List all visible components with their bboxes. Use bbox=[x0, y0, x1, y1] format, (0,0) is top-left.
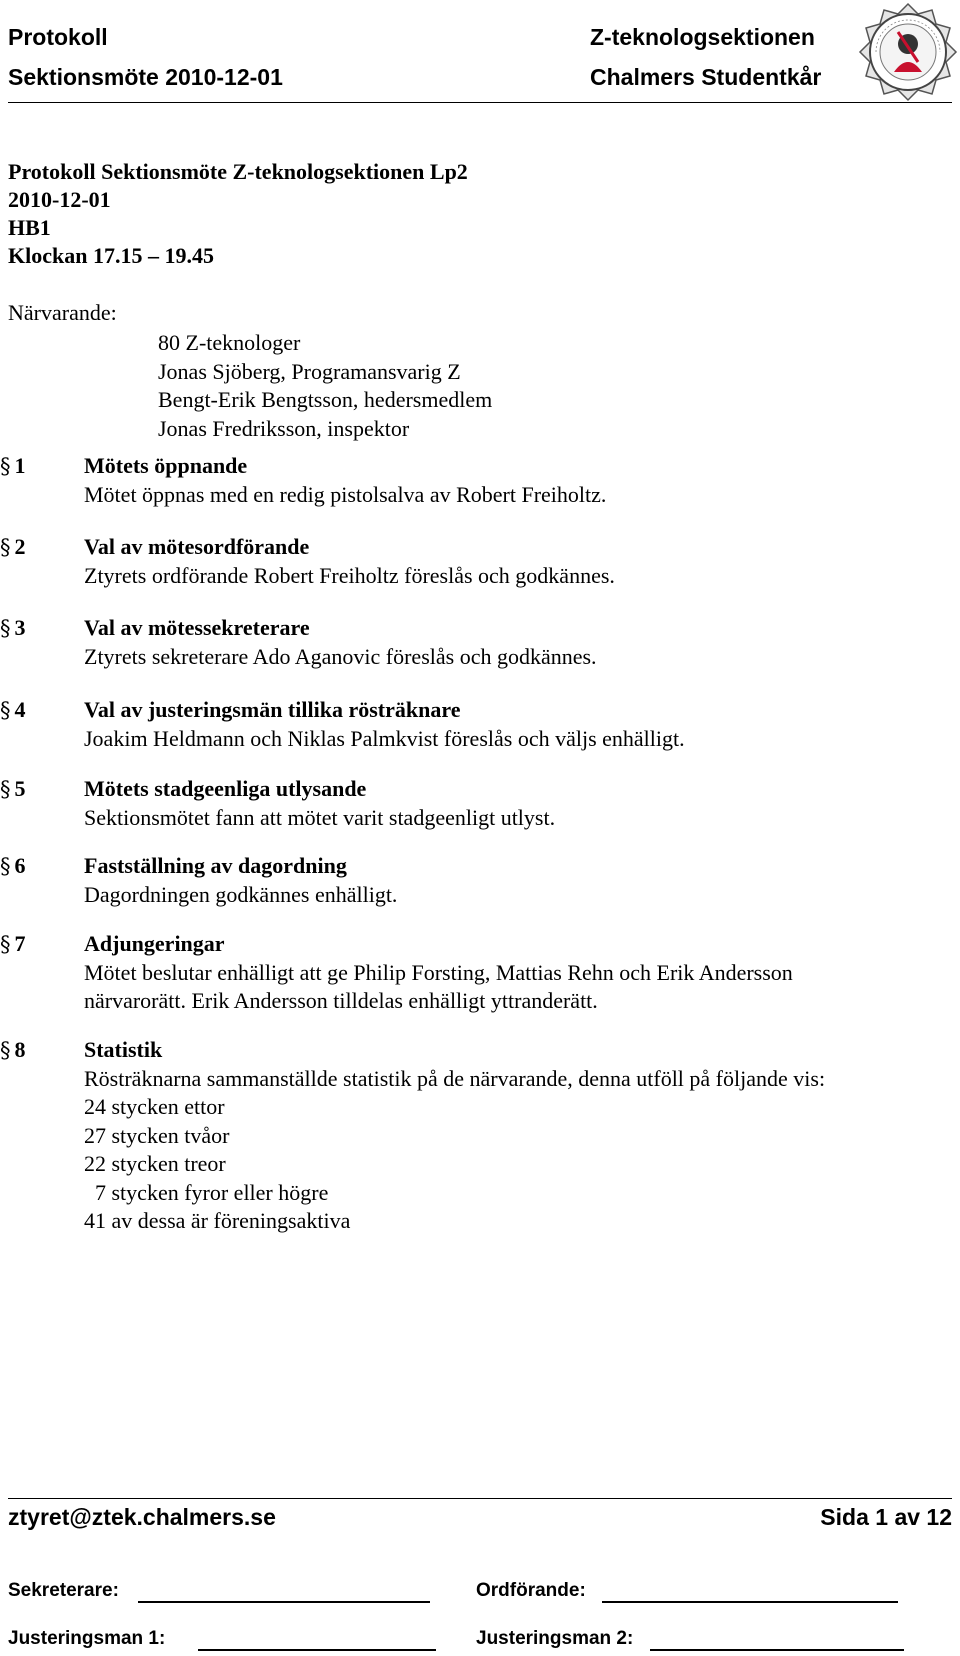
section-heading: Fastställning av dagordning bbox=[84, 853, 347, 878]
paragraph-sign-icon: § bbox=[0, 1038, 11, 1062]
section-text: närvarorätt. Erik Andersson tilldelas enhälligt yttranderätt. bbox=[84, 988, 598, 1013]
footer-page-number: Sida 1 av 12 bbox=[820, 1504, 952, 1530]
document-title-block bbox=[8, 158, 468, 270]
present-list bbox=[158, 329, 492, 443]
paragraph-sign-icon: § bbox=[0, 535, 11, 559]
present-item: 80 Z-teknologer bbox=[158, 330, 301, 355]
footer-email: ztyret@ztek.chalmers.se bbox=[8, 1504, 276, 1530]
statistic-line: 41 av dessa är föreningsaktiva bbox=[84, 1208, 351, 1233]
section-heading: Adjungeringar bbox=[84, 931, 225, 956]
header-divider bbox=[8, 102, 952, 103]
section-body bbox=[84, 481, 944, 510]
paragraph-sign-icon: § bbox=[0, 698, 11, 722]
section-text: Rösträknarna sammanställde statistik på de närvarande, denna utföll på följande vis: bbox=[84, 1065, 826, 1091]
section-number: § 4 bbox=[0, 697, 26, 722]
header-meeting-date: Sektionsmöte 2010-12-01 bbox=[8, 64, 283, 90]
paragraph-sign-icon: § bbox=[0, 854, 11, 878]
present-item: Bengt-Erik Bengtsson, hedersmedlem bbox=[158, 387, 493, 412]
justeringsman1-signature-line bbox=[198, 1649, 436, 1651]
document-location: HB1 bbox=[8, 215, 51, 240]
section-body bbox=[84, 959, 944, 1016]
justeringsman2-signature-line bbox=[650, 1649, 904, 1651]
present-label: Närvarande: bbox=[8, 300, 117, 325]
document-date: 2010-12-01 bbox=[8, 187, 111, 212]
paragraph-sign-icon: § bbox=[0, 616, 11, 640]
section-heading: Val av mötesordförande bbox=[84, 534, 310, 559]
section-heading: Val av justeringsmän tillika rösträknare bbox=[84, 697, 461, 722]
sekreterare-label: Sekreterare: bbox=[8, 1580, 119, 1601]
ordforande-signature-line bbox=[602, 1601, 898, 1603]
paragraph-sign-icon: § bbox=[0, 777, 11, 801]
section-text: Ztyrets sekreterare Ado Aganovic föreslås och godkännes. bbox=[84, 643, 597, 669]
section-heading: Mötets stadgeenliga utlysande bbox=[84, 776, 367, 801]
document-title: Protokoll Sektionsmöte Z-teknologsektionen Lp2 bbox=[8, 159, 468, 184]
present-item: Jonas Sjöberg, Programansvarig Z bbox=[158, 358, 461, 384]
justeringsman2-label: Justeringsman 2: bbox=[476, 1628, 634, 1649]
statistic-line: 7 stycken fyror eller högre bbox=[95, 1179, 329, 1205]
section-text: Mötet beslutar enhälligt att ge Philip Forsting, Mattias Rehn och Erik Andersson bbox=[84, 959, 793, 985]
section-number: § 3 bbox=[0, 615, 26, 640]
paragraph-sign-icon: § bbox=[0, 932, 11, 956]
section-text: Joakim Heldmann och Niklas Palmkvist föreslås och väljs enhälligt. bbox=[84, 725, 685, 751]
statistic-line: 24 stycken ettor bbox=[84, 1094, 225, 1119]
section-number: § 5 bbox=[0, 776, 26, 801]
section-number: § 7 bbox=[0, 931, 26, 956]
logo-seal-icon bbox=[858, 2, 958, 102]
section-body bbox=[84, 881, 944, 910]
section-number: § 1 bbox=[0, 453, 26, 478]
section-number: § 2 bbox=[0, 534, 26, 559]
section-text: Mötet öppnas med en redig pistolsalva av Robert Freiholtz. bbox=[84, 481, 607, 507]
section-number: § 8 bbox=[0, 1037, 26, 1062]
section-body bbox=[84, 1065, 944, 1236]
section-text: Ztyrets ordförande Robert Freiholtz föreslås och godkännes. bbox=[84, 562, 615, 588]
section-body bbox=[84, 804, 944, 833]
paragraph-sign-icon: § bbox=[0, 454, 11, 478]
sekreterare-signature-line bbox=[138, 1601, 430, 1603]
present-item: Jonas Fredriksson, inspektor bbox=[158, 415, 410, 441]
section-body bbox=[84, 725, 944, 754]
section-body bbox=[84, 643, 944, 672]
section-body bbox=[84, 562, 944, 591]
header-doc-type: Protokoll bbox=[8, 24, 108, 50]
section-number: § 6 bbox=[0, 853, 26, 878]
footer-divider bbox=[8, 1498, 952, 1499]
section-heading: Val av mötessekreterare bbox=[84, 615, 310, 640]
header-section-name: Z-teknologsektionen bbox=[590, 24, 815, 50]
section-text: Sektionsmötet fann att mötet varit stadgeenligt utlyst. bbox=[84, 804, 556, 830]
section-heading: Statistik bbox=[84, 1037, 163, 1062]
section-heading: Mötets öppnande bbox=[84, 453, 248, 478]
statistic-line: 27 stycken tvåor bbox=[84, 1122, 230, 1148]
section-logo bbox=[858, 2, 958, 102]
document-time: Klockan 17.15 – 19.45 bbox=[8, 243, 214, 268]
ordforande-label: Ordförande: bbox=[476, 1580, 586, 1601]
header-union-name: Chalmers Studentkår bbox=[590, 64, 822, 90]
statistic-line: 22 stycken treor bbox=[84, 1151, 226, 1176]
section-text: Dagordningen godkännes enhälligt. bbox=[84, 881, 398, 907]
justeringsman1-label: Justeringsman 1: bbox=[8, 1628, 166, 1649]
